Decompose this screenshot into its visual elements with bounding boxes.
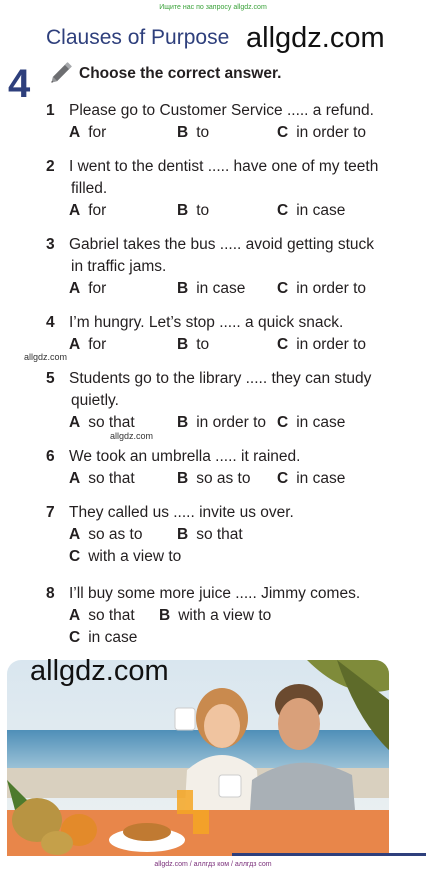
answer-option-b[interactable]	[159, 605, 271, 627]
options-row	[69, 546, 396, 568]
option-letter: A	[69, 470, 81, 487]
question-text: They called us ..... invite us over.	[69, 504, 294, 521]
option-letter: C	[69, 629, 81, 646]
exercise-number: 4	[8, 62, 31, 106]
question-number: 1	[46, 102, 55, 119]
question-text: We took an umbrella ..... it rained.	[69, 448, 301, 465]
option-letter: C	[69, 548, 81, 565]
question-text: Gabriel takes the bus ..... avoid getting stuck	[69, 236, 374, 253]
option-text: to	[196, 124, 210, 141]
option-letter: B	[177, 124, 189, 141]
option-letter: B	[177, 470, 189, 487]
answer-option-b[interactable]	[177, 200, 209, 222]
question-text: quietly.	[71, 392, 119, 409]
answer-option-b[interactable]	[177, 468, 250, 490]
answer-option-c[interactable]	[277, 468, 345, 490]
option-letter: A	[69, 414, 81, 431]
option-letter: A	[69, 607, 81, 624]
option-text: in order to	[296, 124, 366, 141]
answer-option-a[interactable]	[69, 200, 106, 222]
question-number: 2	[46, 158, 55, 175]
answer-option-b[interactable]	[177, 412, 266, 434]
question-8	[46, 583, 396, 649]
option-text: in order to	[296, 280, 366, 297]
answer-option-a[interactable]	[69, 334, 106, 356]
answer-option-a[interactable]	[69, 524, 142, 546]
answer-option-c[interactable]	[277, 412, 345, 434]
question-number: 6	[46, 448, 55, 465]
options-row	[69, 524, 396, 546]
footer-watermark: allgdz.com / аллгдз ком / аллгдз com	[154, 861, 272, 868]
question-number: 7	[46, 504, 55, 521]
option-letter: B	[177, 202, 189, 219]
option-text: so that	[196, 526, 243, 543]
photo-couple-breakfast	[7, 660, 389, 856]
option-letter: C	[277, 280, 289, 297]
option-letter: C	[277, 124, 289, 141]
option-text: in case	[296, 470, 346, 487]
question-6	[46, 446, 396, 490]
option-letter: B	[159, 607, 171, 624]
watermark-photo: allgdz.com	[30, 655, 169, 687]
option-letter: B	[177, 414, 189, 431]
answer-option-c[interactable]	[277, 278, 366, 300]
options-row	[69, 627, 396, 649]
options-row	[69, 122, 396, 144]
option-letter: C	[277, 202, 289, 219]
option-text: in case	[296, 414, 346, 431]
option-text: with a view to	[88, 548, 182, 565]
question-number: 8	[46, 585, 55, 602]
answer-option-a[interactable]	[69, 278, 106, 300]
question-7	[46, 502, 396, 568]
options-row	[69, 278, 396, 300]
question-text: I’m hungry. Let’s stop ..... a quick snack.	[69, 314, 344, 331]
question-number: 5	[46, 370, 55, 387]
answer-option-c[interactable]	[277, 122, 366, 144]
question-text: Please go to Customer Service ..... a refund.	[69, 102, 374, 119]
page-title: Clauses of Purpose	[46, 26, 230, 49]
answer-option-b[interactable]	[177, 524, 243, 546]
option-text: in order to	[296, 336, 366, 353]
options-row	[69, 605, 396, 627]
answer-option-b[interactable]	[177, 122, 209, 144]
question-text: I went to the dentist ..... have one of my teeth	[69, 158, 379, 175]
option-text: in order to	[196, 414, 266, 431]
watermark-small-2: allgdz.com	[110, 431, 154, 441]
option-text: for	[88, 202, 107, 219]
option-text: so that	[88, 414, 135, 431]
pencil-icon	[46, 56, 78, 88]
options-row	[69, 334, 396, 356]
options-row	[69, 468, 396, 490]
answer-option-c[interactable]	[277, 200, 345, 222]
option-letter: A	[69, 280, 81, 297]
question-text: I’ll buy some more juice ..... Jimmy comes.	[69, 585, 361, 602]
option-text: so as to	[196, 470, 251, 487]
watermark-top: allgdz.com	[246, 22, 385, 54]
answer-option-c[interactable]	[69, 627, 137, 649]
option-letter: B	[177, 336, 189, 353]
answer-option-a[interactable]	[69, 605, 135, 627]
option-text: for	[88, 336, 107, 353]
option-text: in case	[196, 280, 246, 297]
option-letter: B	[177, 280, 189, 297]
option-letter: A	[69, 202, 81, 219]
question-1	[46, 100, 396, 144]
option-text: with a view to	[178, 607, 272, 624]
option-text: for	[88, 124, 107, 141]
option-text: to	[196, 202, 210, 219]
option-text: to	[196, 336, 210, 353]
question-text: Students go to the library ..... they can study	[69, 370, 372, 387]
option-text: so as to	[88, 526, 143, 543]
option-letter: C	[277, 470, 289, 487]
option-text: in case	[296, 202, 346, 219]
top-note: Ищите нас по запросу allgdz.com	[159, 4, 267, 11]
option-text: for	[88, 280, 107, 297]
question-4	[46, 312, 396, 356]
answer-option-b[interactable]	[177, 278, 245, 300]
question-text: in traffic jams.	[71, 258, 167, 275]
option-text: so that	[88, 470, 135, 487]
question-text: filled.	[71, 180, 108, 197]
instruction: Choose the correct answer.	[79, 65, 282, 82]
answer-option-c[interactable]	[277, 334, 366, 356]
question-5	[46, 368, 396, 434]
watermark-small-1: allgdz.com	[24, 352, 68, 362]
answer-option-b[interactable]	[177, 334, 209, 356]
answer-option-a[interactable]	[69, 122, 106, 144]
option-letter: A	[69, 124, 81, 141]
option-letter: A	[69, 526, 81, 543]
option-letter: B	[177, 526, 189, 543]
answer-option-a[interactable]	[69, 468, 135, 490]
option-letter: C	[277, 414, 289, 431]
answer-option-c[interactable]	[69, 546, 181, 568]
bottom-rule	[232, 853, 426, 856]
options-row	[69, 200, 396, 222]
option-text: so that	[88, 607, 135, 624]
option-text: in case	[88, 629, 138, 646]
option-letter: C	[277, 336, 289, 353]
question-2	[46, 156, 396, 222]
question-number: 4	[46, 314, 55, 331]
question-3	[46, 234, 396, 300]
question-number: 3	[46, 236, 55, 253]
option-letter: A	[69, 336, 81, 353]
